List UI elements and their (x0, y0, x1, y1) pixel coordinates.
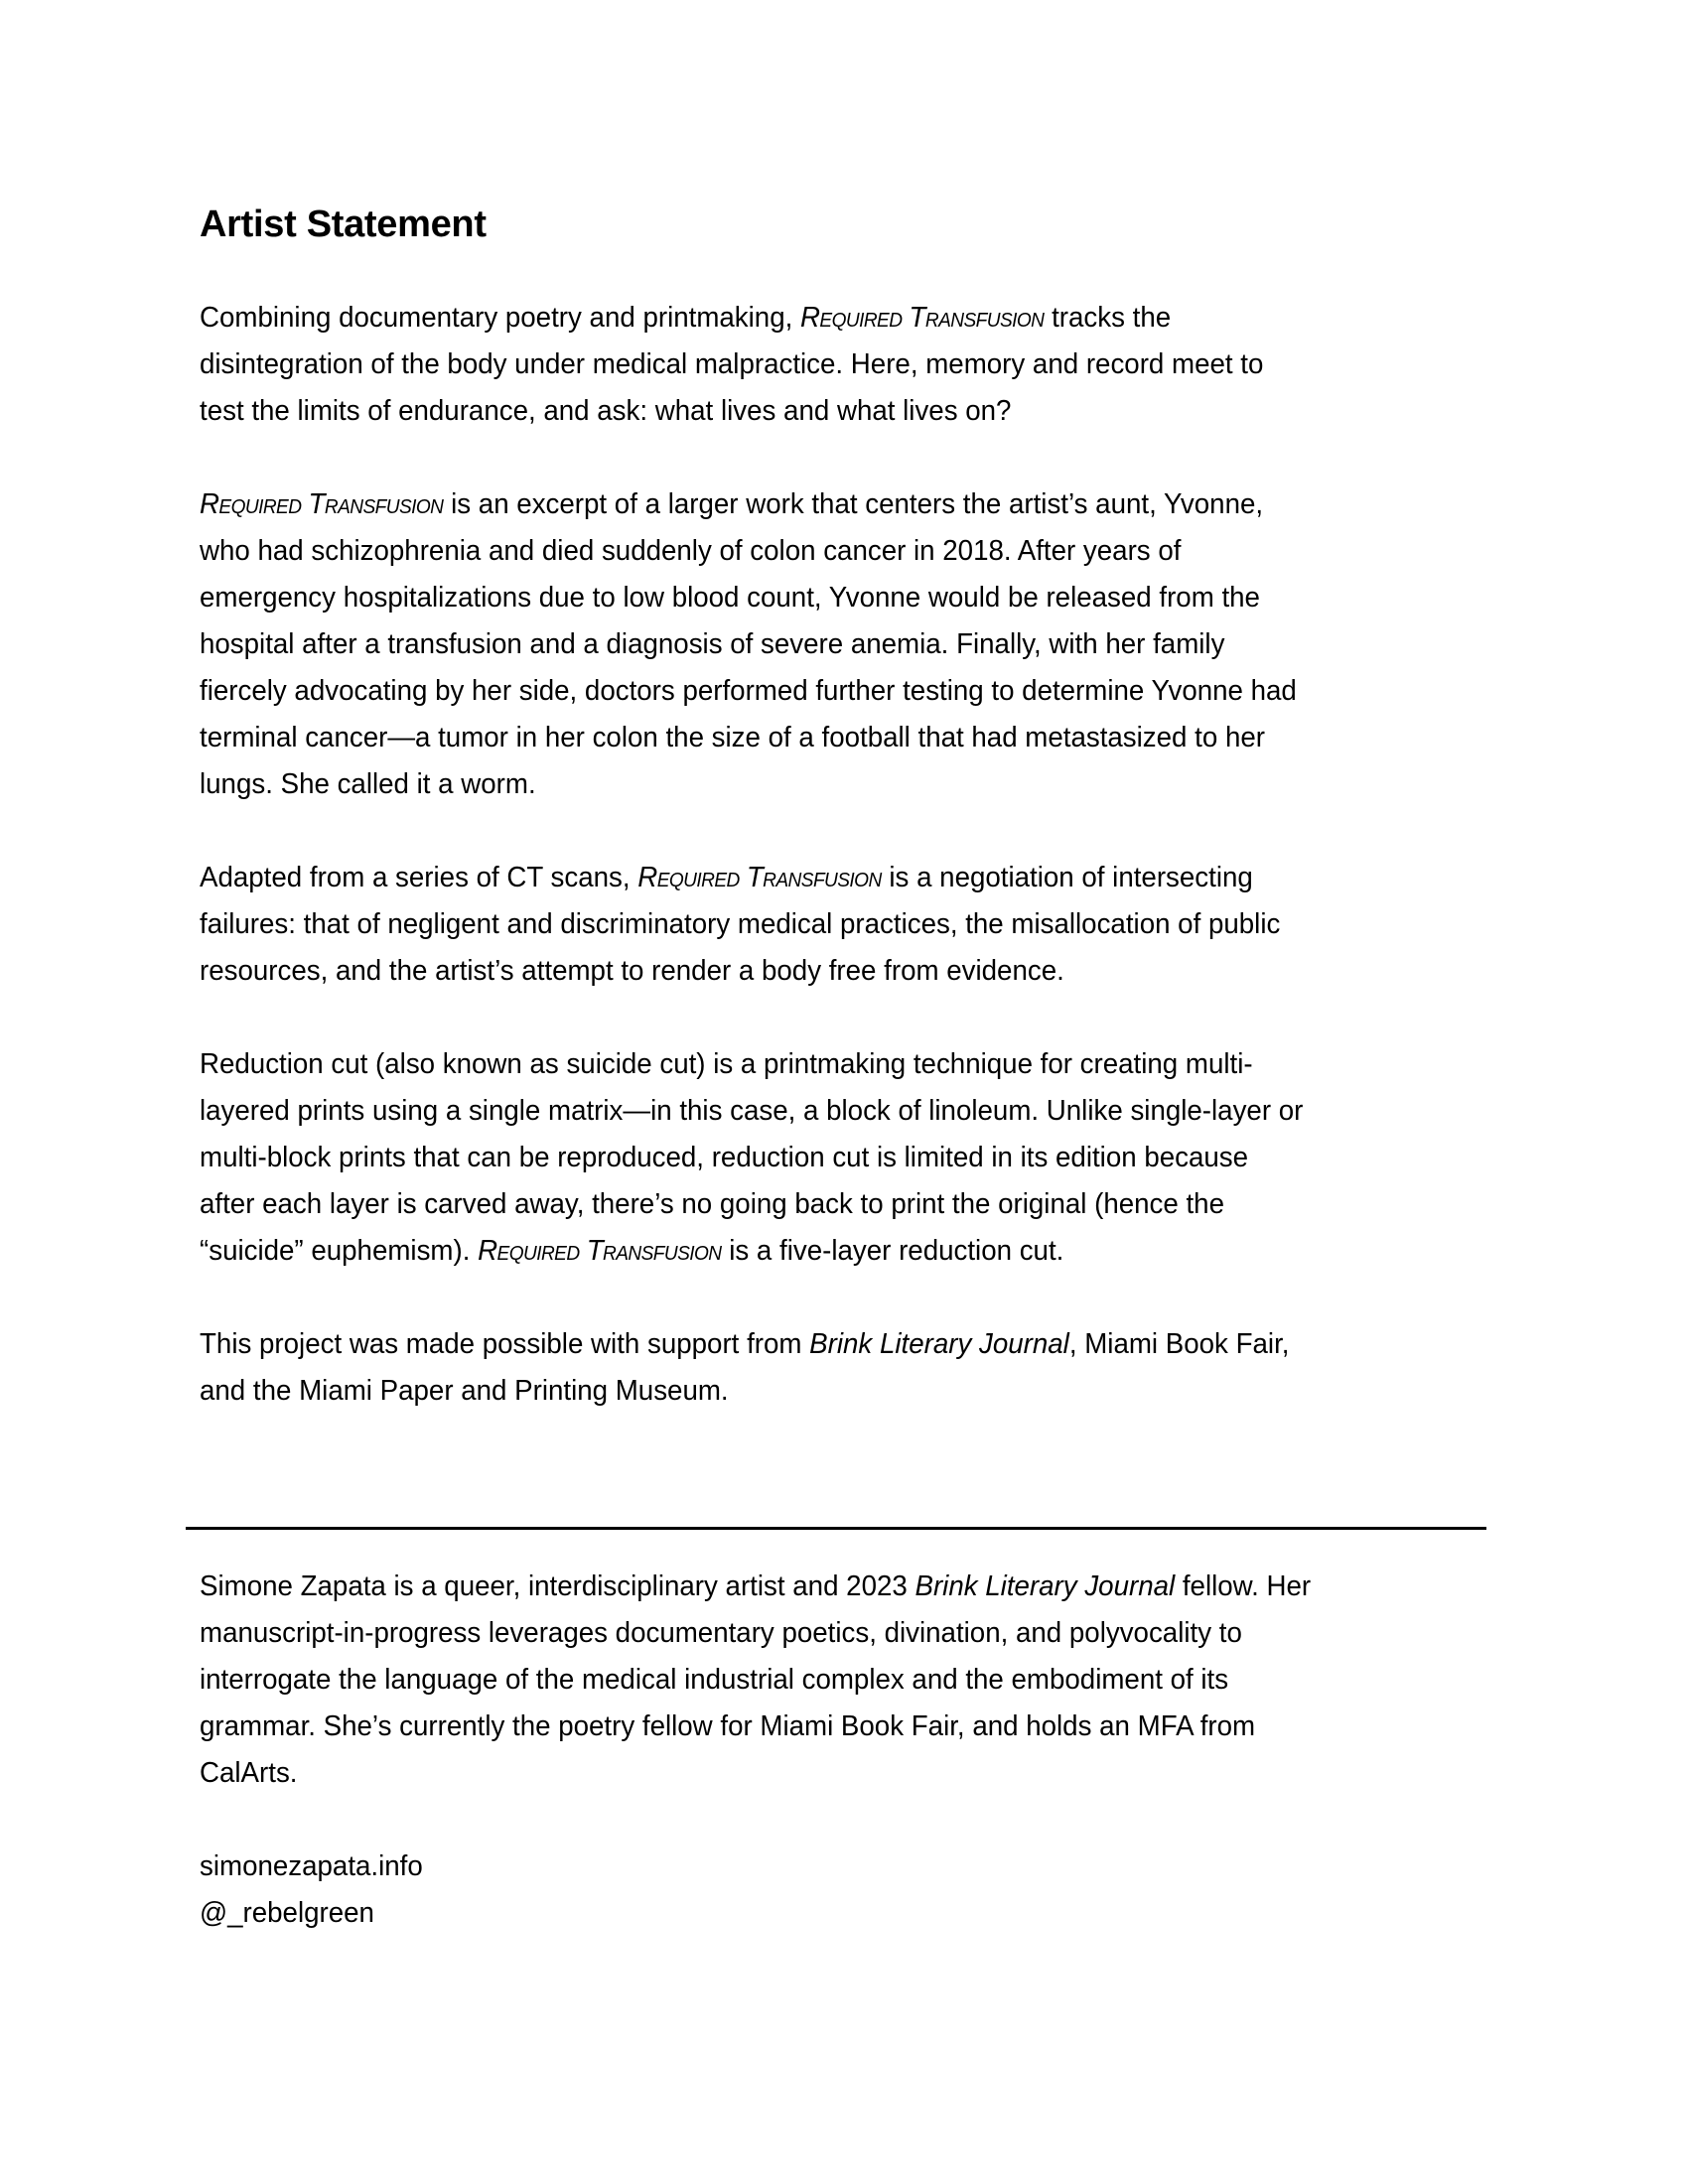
paragraph-gap (200, 1275, 1490, 1321)
page-title: Artist Statement (200, 204, 487, 245)
paragraph-line (200, 341, 1433, 388)
paragraph-line (200, 855, 1433, 901)
paragraph-line (200, 1228, 1433, 1275)
social-handle-line (200, 1890, 1433, 1937)
text-run: Combining documentary poetry and printmaking, (200, 302, 800, 334)
paragraph-line (200, 1181, 1433, 1228)
paragraph-gap (200, 435, 1490, 481)
text-run: , Miami Book Fair, (1068, 1328, 1290, 1360)
paragraph-line (200, 528, 1433, 575)
paragraph-line (200, 575, 1433, 621)
paragraph-line (200, 1135, 1433, 1181)
text-run: resources, and the artist’s attempt to render a body free from evidence. (200, 955, 1064, 987)
text-run: fiercely advocating by her side, doctors performed further testing to determine Yvonne had (200, 675, 1297, 707)
text-run: tracks the (1044, 302, 1172, 334)
artist-statement-body (200, 295, 1490, 1415)
publication-title: Brink Literary Journal (914, 1570, 1176, 1602)
paragraph-line (200, 621, 1433, 668)
text-run: Simone Zapata is a queer, interdisciplinary artist and 2023 (200, 1570, 915, 1602)
bio-line (200, 1610, 1433, 1657)
bio-line (200, 1657, 1433, 1704)
text-run: grammar. She’s currently the poetry fellow for Miami Book Fair, and holds an MFA from (200, 1710, 1256, 1742)
text-run: is an excerpt of a larger work that centers the artist’s aunt, Yvonne, (443, 488, 1264, 520)
bio-line (200, 1750, 1433, 1797)
bio-line (200, 1704, 1433, 1750)
text-run: failures: that of negligent and discriminatory medical practices, the misallocation of public (200, 908, 1281, 940)
text-run: who had schizophrenia and died suddenly of colon cancer in 2018. After years of (200, 535, 1182, 567)
paragraph-gap (200, 995, 1490, 1041)
text-run: is a negotiation of intersecting (881, 862, 1253, 893)
website-link[interactable]: simonezapata.info (200, 1850, 423, 1882)
paragraph-gap (200, 808, 1490, 855)
work-title: Required Transfusion (478, 1235, 722, 1267)
statement-paragraph (200, 481, 1490, 808)
text-run: test the limits of endurance, and ask: what lives and what lives on? (200, 395, 1012, 427)
statement-paragraph (200, 1321, 1490, 1415)
work-title: Required Transfusion (200, 488, 444, 520)
statement-paragraph (200, 295, 1490, 435)
paragraph-line (200, 715, 1433, 761)
text-run: interrogate the language of the medical industrial complex and the embodiment of its (200, 1664, 1229, 1696)
text-run: fellow. Her (1175, 1570, 1312, 1602)
artist-bio (200, 1564, 1490, 1797)
paragraph-line (200, 1321, 1433, 1368)
text-run: Adapted from a series of CT scans, (200, 862, 638, 893)
text-run: terminal cancer—a tumor in her colon the size of a football that had metastasized to her (200, 722, 1265, 753)
text-run: after each layer is carved away, there’s no going back to print the original (hence the (200, 1188, 1224, 1220)
text-run: is a five-layer reduction cut. (721, 1235, 1064, 1267)
paragraph-line (200, 481, 1433, 528)
text-run: This project was made possible with support from (200, 1328, 810, 1360)
paragraph-line (200, 388, 1433, 435)
work-title: Required Transfusion (799, 302, 1045, 334)
text-run: layered prints using a single matrix—in this case, a block of linoleum. Unlike single-layer or (200, 1095, 1304, 1127)
paragraph-line (200, 1368, 1433, 1415)
social-handle-link[interactable]: @_rebelgreen (200, 1897, 374, 1929)
statement-paragraph (200, 1041, 1490, 1275)
paragraph-line (200, 948, 1433, 995)
text-run: hospital after a transfusion and a diagnosis of severe anemia. Finally, with her family (200, 628, 1225, 660)
text-run: CalArts. (200, 1757, 298, 1789)
paragraph-line (200, 1088, 1433, 1135)
paragraph-line (200, 761, 1433, 808)
text-run: manuscript-in-progress leverages documentary poetics, divination, and polyvocality to (200, 1617, 1242, 1649)
text-run: Reduction cut (also known as suicide cut) is a printmaking technique for creating multi- (200, 1048, 1253, 1080)
publication-title: Brink Literary Journal (809, 1328, 1069, 1360)
text-run: lungs. She called it a worm. (200, 768, 536, 800)
text-run: disintegration of the body under medical malpractice. Here, memory and record meet to (200, 348, 1264, 380)
statement-paragraph (200, 855, 1490, 995)
section-divider (186, 1527, 1486, 1530)
text-run: and the Miami Paper and Printing Museum. (200, 1375, 729, 1407)
work-title: Required Transfusion (637, 862, 882, 893)
paragraph-line (200, 668, 1433, 715)
website-line (200, 1843, 1433, 1890)
paragraph-line (200, 901, 1433, 948)
contact-links (200, 1843, 1490, 1937)
text-run: emergency hospitalizations due to low blood count, Yvonne would be released from the (200, 582, 1260, 614)
paragraph-line (200, 295, 1433, 341)
text-run: “suicide” euphemism). (200, 1235, 479, 1267)
text-run: multi-block prints that can be reproduced, reduction cut is limited in its edition because (200, 1142, 1249, 1173)
bio-line (200, 1564, 1433, 1610)
paragraph-line (200, 1041, 1433, 1088)
